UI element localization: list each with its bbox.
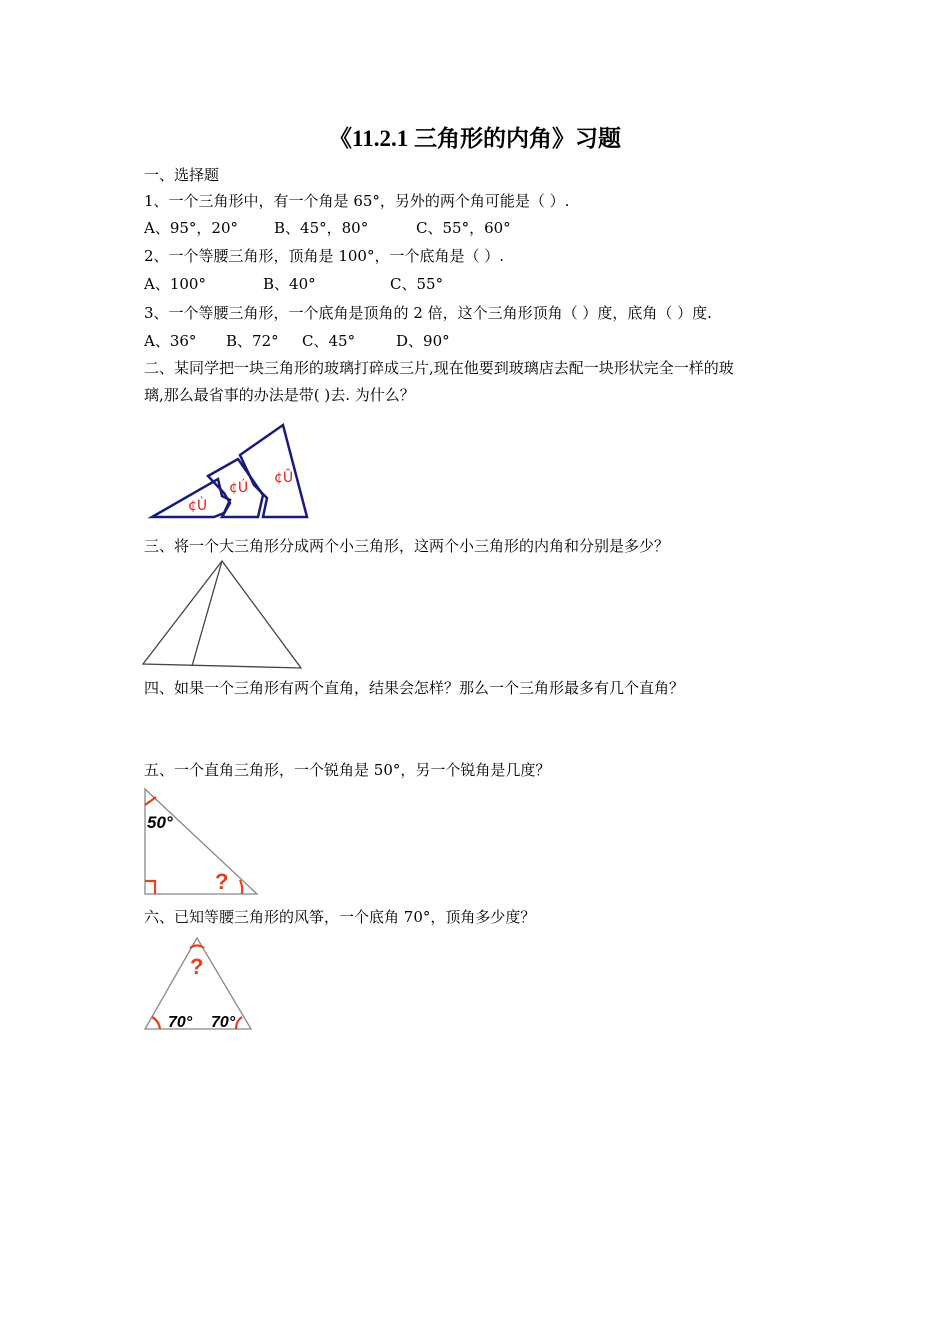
section2-line2: 璃,那么最省事的办法是带( )去. 为什么？ bbox=[144, 386, 415, 404]
question-1: 1、一个三角形中，有一个角是 65°，另外的两个角可能是（ ）. bbox=[144, 192, 570, 210]
question-2: 2、一个等腰三角形，顶角是 100°，一个底角是（ ）. bbox=[144, 247, 504, 265]
glass-label-1: ¢Ù bbox=[188, 498, 208, 514]
q3-option-a: A、36° bbox=[144, 332, 197, 350]
q1-option-a: A、95°，20° bbox=[144, 219, 239, 237]
right-base-arc bbox=[236, 1017, 242, 1029]
question-3: 3、一个等腰三角形，一个底角是顶角的 2 倍，这个三角形顶角（ ）度，底角（ ）度. bbox=[144, 304, 712, 322]
section2-line1: 二、某同学把一块三角形的玻璃打碎成三片,现在他要到玻璃店去配一块形状完全一样的玻 bbox=[144, 359, 734, 377]
glass-label-3: ¢Û bbox=[274, 470, 294, 486]
section1-heading: 一、选择题 bbox=[144, 166, 220, 184]
section4-text: 四、如果一个三角形有两个直角，结果会怎样？那么一个三角形最多有几个直角？ bbox=[144, 679, 685, 697]
q2-option-b: B、40° bbox=[263, 275, 316, 293]
apex-unknown-label: ? bbox=[190, 954, 204, 979]
apex-angle-arc bbox=[190, 946, 204, 949]
q2-option-c: C、55° bbox=[390, 275, 444, 293]
left-base-angle-label: 70° bbox=[168, 1014, 193, 1031]
page-title: 《11.2.1 三角形的内角》习题 bbox=[329, 126, 621, 151]
unknown-angle-label: ? bbox=[215, 869, 229, 894]
section6-text: 六、已知等腰三角形的风筝，一个底角 70°，顶角多少度？ bbox=[144, 908, 536, 926]
right-base-angle-label: 70° bbox=[211, 1014, 236, 1031]
q2-option-a: A、100° bbox=[144, 275, 206, 293]
left-base-arc bbox=[152, 1017, 160, 1029]
section5-text: 五、一个直角三角形，一个锐角是 50°，另一个锐角是几度？ bbox=[144, 761, 551, 779]
glass-label-2: ¢Ú bbox=[229, 480, 249, 496]
section3-text: 三、将一个大三角形分成两个小三角形，这两个小三角形的内角和分别是多少？ bbox=[144, 537, 670, 555]
q3-option-c: C、45° bbox=[302, 332, 356, 350]
q1-option-b: B、45°，80° bbox=[274, 219, 369, 237]
angle-50-label: 50° bbox=[147, 813, 173, 832]
q3-option-d: D、90° bbox=[396, 332, 450, 350]
q1-option-c: C、55°，60° bbox=[416, 219, 511, 237]
q3-option-b: B、72° bbox=[226, 332, 279, 350]
